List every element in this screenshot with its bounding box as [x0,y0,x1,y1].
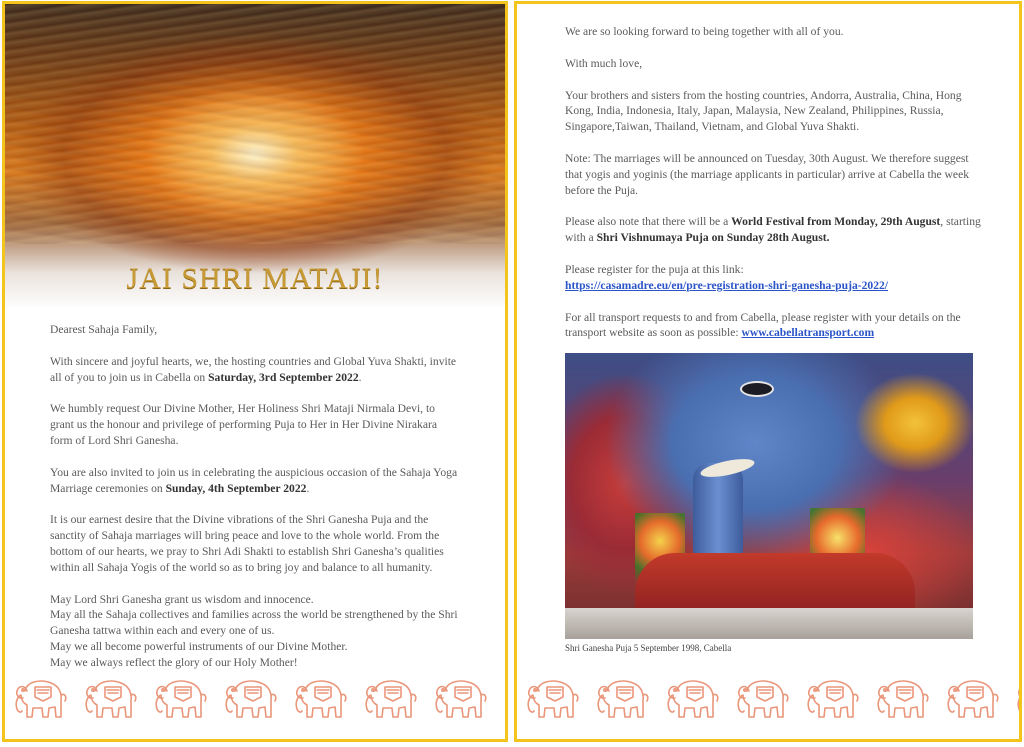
invitation-page-left [2,1,508,742]
paragraph-invite: With sincere and joyful hearts, we, the hosting countries and Global Yuva Shakti, invite all of you to join us in Cabella on Saturday, 3rd September 2022. [50,354,457,384]
photo-caption: Shri Ganesha Puja 5 September 1998, Cabella [565,643,732,653]
stage-floor [565,608,973,639]
page-title: JAI SHRI MATAJI! [126,262,384,295]
elephant-icon [659,671,725,729]
paragraph-hosts: Your brothers and sisters from the hosting countries, Andorra, Australia, China, Hong Kong, India, Indonesia, Italy, Japan, Malaysia, New Zealand, Philippines, Russia, Singapore,Taiwan, Thailand, Vietnam, and Global Yuva Shakti. [565,88,962,134]
paragraph-note: Note: The marriages will be announced on Tuesday, 30th August. We therefore suggest that yogis and yoginis (the marriage applicants in particular) arrive at Cabella the week before the Puja. [565,151,970,197]
elephant-icon [217,671,283,729]
paragraph-looking-forward: We are so looking forward to being together with all of you. [565,25,844,38]
elephant-icon [497,671,507,729]
elephant-icon [1009,671,1021,729]
elephant-border [5,671,507,729]
paragraph-register: Please register for the puja at this link: https://casamadre.eu/en/pre-registration-shri-ganesha-puja-2022/ [565,262,889,292]
ganesha-puja-photo [565,353,973,639]
paragraph-marriage: You are also invited to join us in celebrating the auspicious occasion of the Sahaja Yoga Marriage ceremonies on Sunday, 4th September 2022. [50,465,458,495]
elephant-icon [589,671,655,729]
elephant-icon [77,671,143,729]
elephant-icon [427,671,493,729]
light-streaks [5,4,505,244]
paragraph-signoff: With much love, [565,56,643,70]
paragraph-request: We humbly request Our Divine Mother, Her Holiness Shri Mataji Nirmala Devi, to grant us the honour and privilege of performing Puja to Her in Her Divine Nirakara form of Lord Shri Ganesha. [50,402,437,447]
elephant-icon [147,671,213,729]
registration-link[interactable]: https://casamadre.eu/en/pre-registration-shri-ganesha-puja-2022/ [565,278,889,292]
blessings [50,592,460,671]
blessing-line: May Lord Shri Ganesha grant us wisdom and innocence. [50,592,314,606]
greeting: Dearest Sahaja Family, [50,323,158,336]
elephant-icon [939,671,1005,729]
blessing-line: May we always reflect the glory of our Holy Mother! [50,655,298,669]
paragraph-desire: It is our earnest desire that the Divine vibrations of the Shri Ganesha Puja and the sanctity of Sahaja marriages will bring peace and love to the whole world. From the bottom of our hearts, we pray to Shri Adi Shakti to establish Shri Ganesha’s qualities within all Sahaja Yogis of the world so as to bring joy and balance to all humanity. [50,513,444,574]
elephant-icon [357,671,423,729]
blessing-line: May we all become powerful instruments of our Divine Mother. [50,639,348,653]
elephant-eye [740,381,774,397]
blessing-line: May all the Sahaja collectives and families across the world be strengthened by the Shri Ganesha tattwa within each and every one of us. [50,608,458,638]
invitation-body [50,322,460,671]
elephant-icon [729,671,795,729]
paragraph-transport: For all transport requests to and from Cabella, please register with your details on the transport website as soon as possible: www.cabellatransport.com [565,310,961,340]
elephant-icon [869,671,935,729]
paragraph-festival: Please also note that there will be a World Festival from Monday, 29th August, starting with a Shri Vishnumaya Puja on Sunday 28th August. [565,215,981,245]
elephant-icon [7,671,73,729]
transport-link[interactable]: www.cabellatransport.com [741,326,875,340]
altar [635,553,915,613]
elephant-icon [799,671,865,729]
elephant-icon [287,671,353,729]
invitation-page-right [514,1,1022,742]
invitation-details [565,24,985,357]
hero-image [5,4,505,309]
elephant-border [517,671,1021,729]
elephant-icon [519,671,585,729]
